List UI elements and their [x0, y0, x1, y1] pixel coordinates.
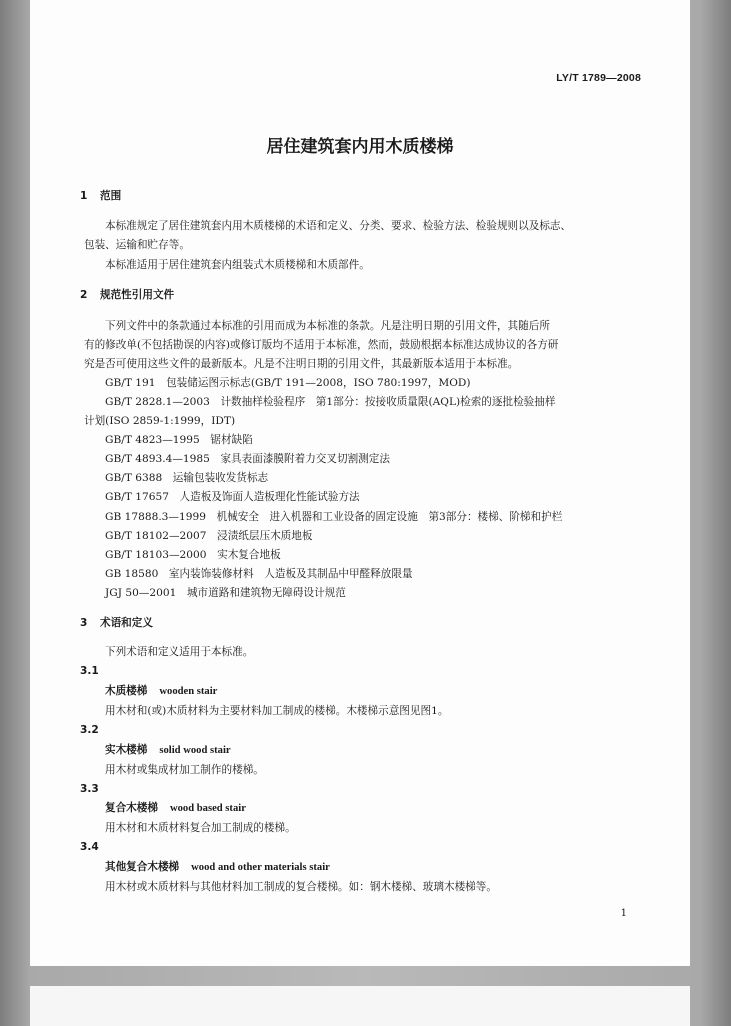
term-definition: 用木材或木质材料与其他材料加工制成的复合楼梯。如：钢木楼梯、玻璃木楼梯等。: [105, 881, 497, 893]
reference-item: GB/T 4823—1995 锯材缺陷: [105, 434, 253, 446]
term-title: 其他复合木楼梯 wood and other materials stair: [105, 861, 330, 873]
term-title: 复合木楼梯 wood based stair: [105, 802, 246, 814]
section-heading-scope: 1 范围: [80, 190, 122, 202]
reference-item: GB/T 191 包装储运图示标志(GB/T 191—2008，ISO 780:1997，MOD): [105, 377, 471, 389]
term-number: 3.1: [80, 665, 99, 677]
scope-paragraph: 本标准规定了居住建筑套内用木质楼梯的术语和定义、分类、要求、检验方法、检验规则以及标志、: [105, 220, 572, 232]
scope-paragraph: 本标准适用于居住建筑套内组装式木质楼梯和木质部件。: [105, 259, 370, 271]
document-page: [30, 0, 690, 966]
term-definition: 用木材和木质材料复合加工制成的楼梯。: [105, 822, 296, 834]
document-title: 居住建筑套内用木质楼梯: [266, 137, 454, 157]
scope-paragraph: 包装、运输和贮存等。: [84, 239, 190, 251]
term-number: 3.3: [80, 783, 99, 795]
normative-intro: 有的修改单(不包括勘误的内容)或修订版均不适用于本标准，然而，鼓励根据本标准达成协议的各方研: [84, 339, 559, 351]
reference-item: GB 18580 室内装饰装修材料 人造板及其制品中甲醛释放限量: [105, 568, 413, 580]
reference-item: GB/T 2828.1—2003 计数抽样检验程序 第1部分：按接收质量限(AQL)检索的逐批检验抽样: [105, 396, 556, 408]
reference-item: GB/T 17657 人造板及饰面人造板理化性能试验方法: [105, 491, 360, 503]
term-title: 木质楼梯 wooden stair: [105, 685, 218, 697]
reference-item: GB/T 18103—2000 实木复合地板: [105, 549, 281, 561]
page-number: 1: [620, 908, 627, 919]
term-definition: 用木材或集成材加工制作的楼梯。: [105, 764, 264, 776]
standard-code: LY/T 1789—2008: [556, 72, 641, 84]
reference-item: GB/T 6388 运输包装收发货标志: [105, 472, 269, 484]
section-heading-normative: 2 规范性引用文件: [80, 289, 175, 301]
reference-item: GB 17888.3—1999 机械安全 进入机器和工业设备的固定设施 第3部分：楼梯、阶梯和护栏: [105, 511, 563, 523]
reference-item: JGJ 50—2001 城市道路和建筑物无障碍设计规范: [105, 587, 346, 599]
reference-item: GB/T 4893.4—1985 家具表面漆膜附着力交叉切割测定法: [105, 453, 390, 465]
terms-intro: 下列术语和定义适用于本标准。: [105, 646, 254, 658]
term-number: 3.4: [80, 841, 99, 853]
reference-item: GB/T 18102—2007 浸渍纸层压木质地板: [105, 530, 313, 542]
section-heading-terms: 3 术语和定义: [80, 617, 153, 629]
term-title: 实木楼梯 solid wood stair: [105, 744, 231, 756]
next-page-edge: [30, 986, 690, 1026]
normative-intro: 究是否可使用这些文件的最新版本。凡是不注明日期的引用文件，其最新版本适用于本标准。: [84, 358, 519, 370]
term-number: 3.2: [80, 724, 99, 736]
term-definition: 用木材和(或)木质材料为主要材料加工制成的楼梯。木楼梯示意图见图1。: [105, 705, 449, 717]
normative-intro: 下列文件中的条款通过本标准的引用而成为本标准的条款。凡是注明日期的引用文件，其随后所: [105, 320, 550, 332]
reference-item: 计划(ISO 2859-1:1999，IDT): [84, 415, 236, 427]
